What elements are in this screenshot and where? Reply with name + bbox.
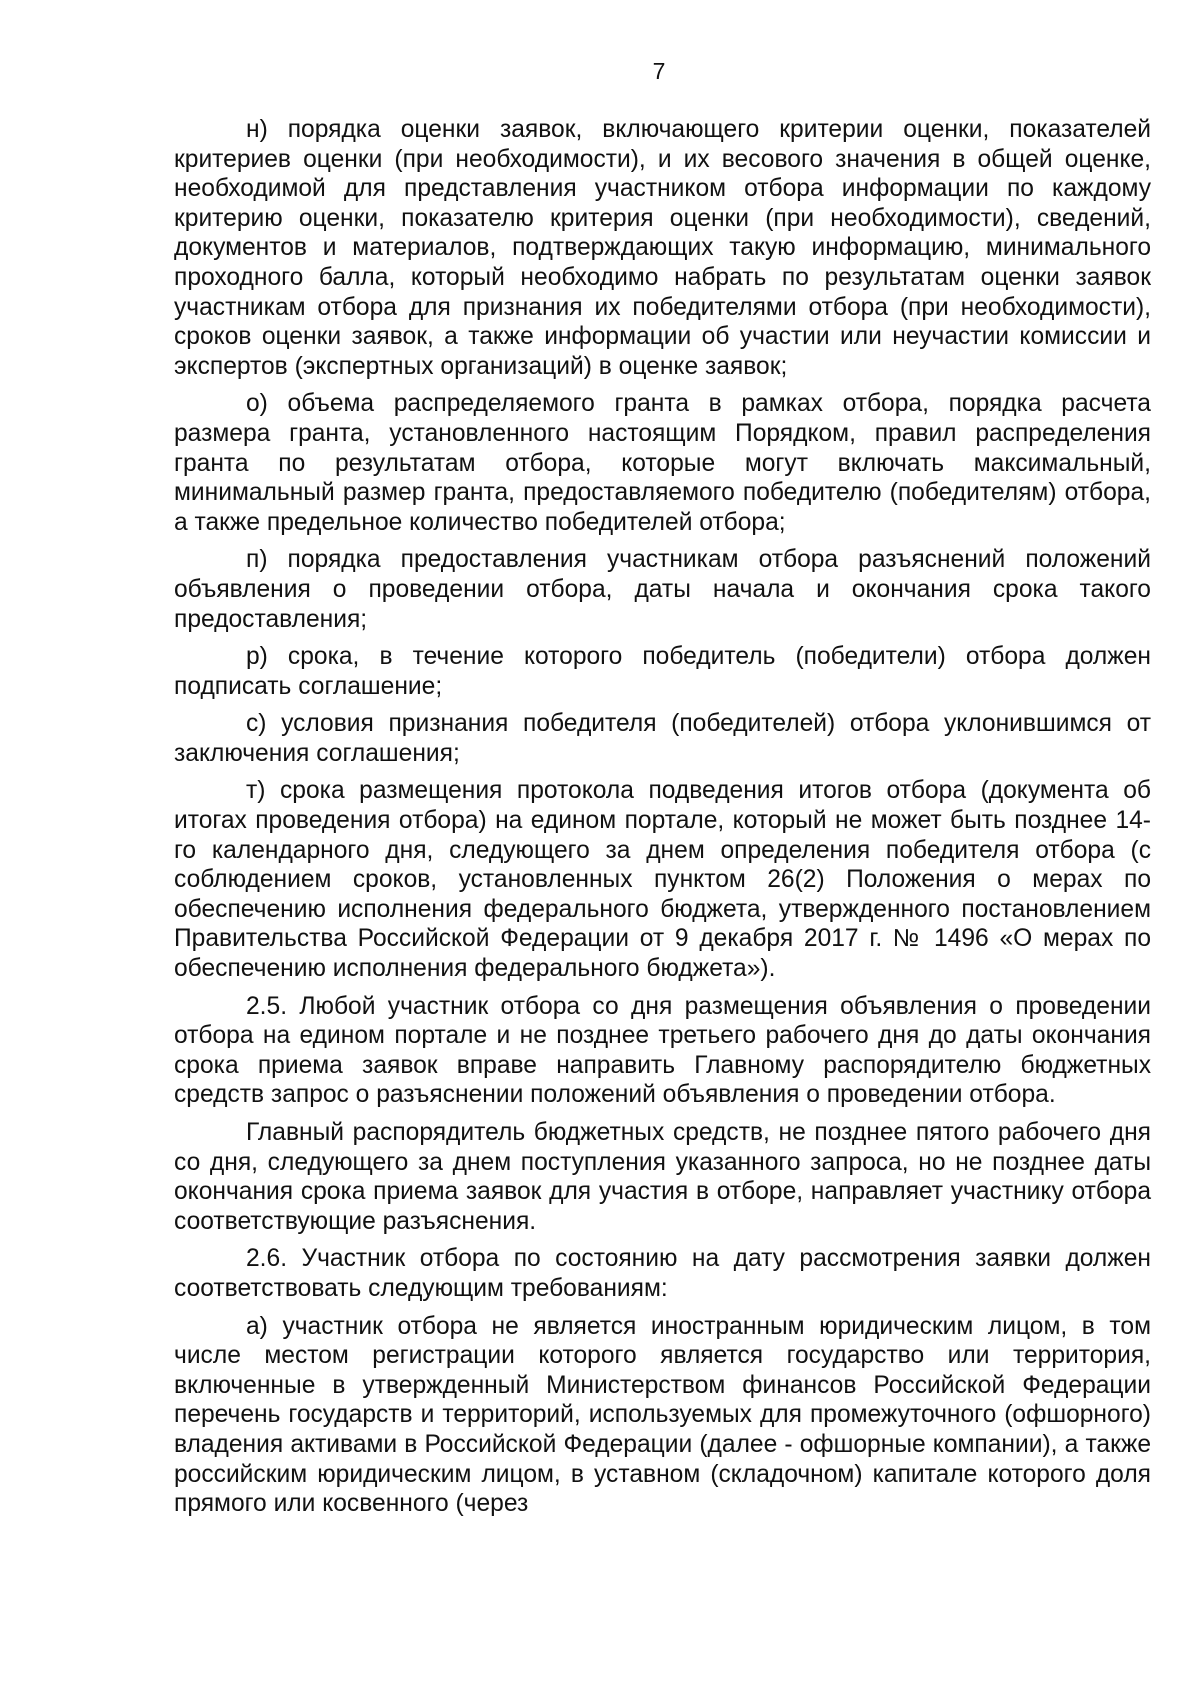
paragraph-r: р) срока, в течение которого победитель (победители) отбора должен подписать соглашение; (174, 643, 1151, 700)
paragraph-s: с) условия признания победителя (победителей) отбора уклонившимся от заключения соглашения; (174, 710, 1151, 767)
document-body (174, 115, 1151, 1527)
page-number: 7 (652, 58, 666, 84)
paragraph-p: п) порядка предоставления участникам отбора разъяснений положений объявления о проведении отбора, даты начала и окончания срока такого предоставления; (174, 546, 1151, 633)
paragraph-chief-manager: Главный распорядитель бюджетных средств, не позднее пятого рабочего дня со дня, следующего за днем поступления указанного запроса, но не позднее даты окончания срока приема заявок для участия в отборе, направляет участнику отбора соответствующие разъяснения. (174, 1119, 1151, 1235)
paragraph-n: н) порядка оценки заявок, включающего критерии оценки, показателей критериев оценки (при необходимости), и их весового значения в общей оценке, необходимой для представления участником отбора информации по каждому критерию оценки, показателю критерия оценки (при необходимости), сведений, документов и материалов, подтверждающих такую информацию, минимального проходного балла, который необходимо набрать по результатам оценки заявок участникам отбора для признания их победителями отбора (при необходимости), сроков оценки заявок, а также информации об участии или неучастии комиссии и экспертов (экспертных организаций) в оценке заявок; (174, 116, 1151, 380)
paragraph-a: а) участник отбора не является иностранным юридическим лицом, в том числе местом регистрации которого является государство или территория, включенные в утвержденный Министерством финансов Российской Федерации перечень государств и территорий, используемых для промежуточного (офшорного) владения активами в Российской Федерации (далее - офшорные компании), а также российским юридическим лицом, в уставном (складочном) капитале которого доля прямого или косвенного (через (174, 1312, 1151, 1518)
paragraph-o: о) объема распределяемого гранта в рамках отбора, порядка расчета размера гранта, установленного настоящим Порядком, правил распределения гранта по результатам отбора, которые могут включать максимальный, минимальный размер гранта, предоставляемого победителю (победителям) отбора, а также предельное количество победителей отбора; (174, 390, 1151, 536)
paragraph-t: т) срока размещения протокола подведения итогов отбора (документа об итогах проведения отбора) на едином портале, который не может быть позднее 14-го календарного дня, следующего за днем определения победителя отбора (с соблюдением сроков, установленных пунктом 26(2) Положения о мерах по обеспечению исполнения федерального бюджета, утвержденного постановлением Правительства Российской Федерации от 9 декабря 2017 г. № 1496 «О мерах по обеспечению исполнения федерального бюджета»). (174, 777, 1151, 983)
paragraph-2-5: 2.5. Любой участник отбора со дня размещения объявления о проведении отбора на едином портале и не позднее третьего рабочего дня до даты окончания срока приема заявок вправе направить Главному распорядителю бюджетных средств запрос о разъяснении положений объявления о проведении отбора. (174, 992, 1151, 1109)
paragraph-2-6: 2.6. Участник отбора по состоянию на дату рассмотрения заявки должен соответствовать следующим требованиям: (174, 1245, 1151, 1302)
